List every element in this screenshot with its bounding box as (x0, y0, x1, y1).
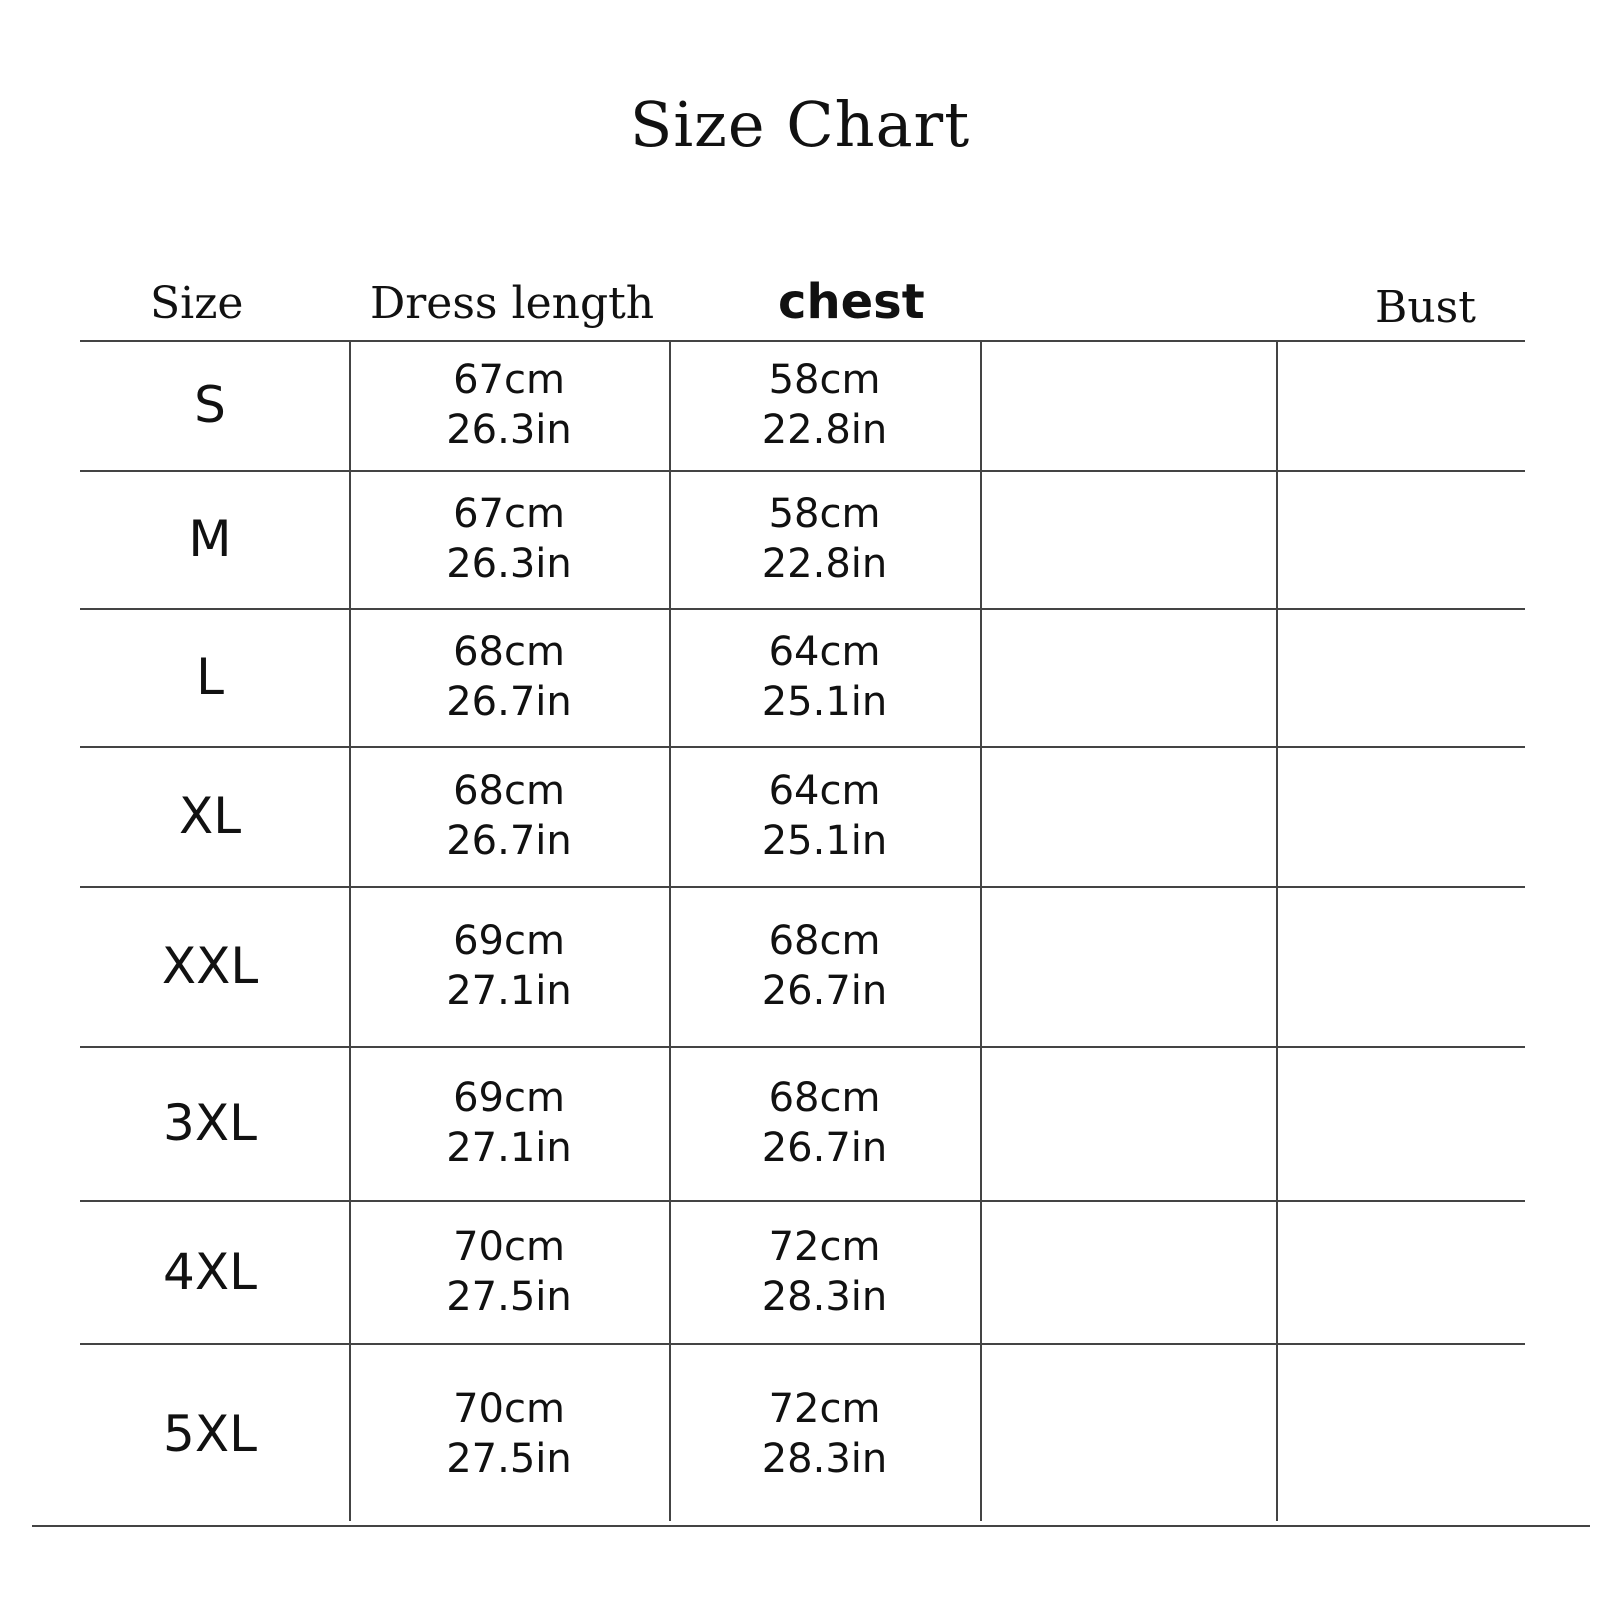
chest-cell-in: 22.8in (761, 541, 888, 587)
chest-cell-cm: 58cm (768, 491, 881, 537)
size-label: 5XL (163, 1405, 257, 1463)
dress-length-cell-cm: 68cm (453, 768, 565, 814)
dress-length-cell-cm: 69cm (453, 1075, 565, 1121)
header-dress-length: Dress length (370, 278, 655, 329)
dress-length-cell-cm: 70cm (453, 1386, 565, 1432)
chest-cell (669, 746, 980, 886)
chest-cell (669, 1200, 980, 1343)
dress-length-cell-cm: 67cm (453, 491, 565, 537)
dress-length-cell-cm: 68cm (453, 629, 565, 675)
header-bust: Bust (1375, 282, 1476, 333)
column-divider (980, 340, 982, 1521)
dress-length-cell-in: 26.3in (446, 407, 572, 453)
chest-cell-cm: 64cm (768, 629, 881, 675)
dress-length-cell (349, 1343, 669, 1525)
dress-length-cell (349, 340, 669, 470)
chest-cell (669, 886, 980, 1046)
row-divider (32, 1525, 1590, 1527)
column-divider (1276, 340, 1278, 1521)
dress-length-cell-cm: 67cm (453, 357, 565, 403)
header-chest: chest (778, 274, 925, 330)
size-label: S (194, 376, 226, 434)
chest-cell-cm: 68cm (768, 918, 881, 964)
size-label: 3XL (163, 1094, 257, 1152)
chest-cell (669, 340, 980, 470)
dress-length-cell (349, 886, 669, 1046)
dress-length-cell-in: 27.5in (446, 1436, 572, 1482)
page-title: Size Chart (629, 88, 971, 161)
dress-length-cell (349, 1200, 669, 1343)
dress-length-cell (349, 470, 669, 608)
dress-length-cell-in: 27.1in (446, 1125, 572, 1171)
chest-cell-in: 25.1in (761, 679, 888, 725)
chest-cell (669, 608, 980, 746)
dress-length-cell-in: 26.7in (446, 818, 572, 864)
dress-length-cell-in: 27.5in (446, 1273, 572, 1320)
chest-cell (669, 1046, 980, 1200)
chest-cell-cm: 72cm (768, 1223, 881, 1270)
size-label: 4XL (163, 1242, 257, 1301)
size-label: L (196, 648, 224, 706)
chest-cell-in: 25.1in (761, 818, 888, 864)
dress-length-cell-cm: 70cm (453, 1223, 565, 1270)
chest-cell-in: 28.3in (761, 1436, 888, 1482)
chest-cell-in: 26.7in (761, 1125, 888, 1171)
chest-cell-in: 26.7in (761, 968, 888, 1014)
dress-length-cell-in: 26.7in (446, 679, 572, 725)
dress-length-cell-in: 26.3in (446, 541, 572, 587)
chest-cell-cm: 64cm (768, 768, 881, 814)
size-label: M (188, 510, 232, 568)
size-label: XXL (161, 937, 259, 995)
dress-length-cell (349, 608, 669, 746)
chest-cell-in: 28.3in (761, 1273, 888, 1320)
chest-cell (669, 1343, 980, 1525)
chest-cell-in: 22.8in (761, 407, 888, 453)
dress-length-cell (349, 746, 669, 886)
dress-length-cell-cm: 69cm (453, 918, 565, 964)
dress-length-cell-in: 27.1in (446, 968, 572, 1014)
chest-cell-cm: 72cm (768, 1386, 881, 1432)
chest-cell-cm: 58cm (768, 357, 881, 403)
dress-length-cell (349, 1046, 669, 1200)
chest-cell-cm: 68cm (768, 1075, 881, 1121)
chest-cell (669, 470, 980, 608)
header-size: Size (150, 278, 244, 329)
size-label: XL (178, 787, 242, 845)
